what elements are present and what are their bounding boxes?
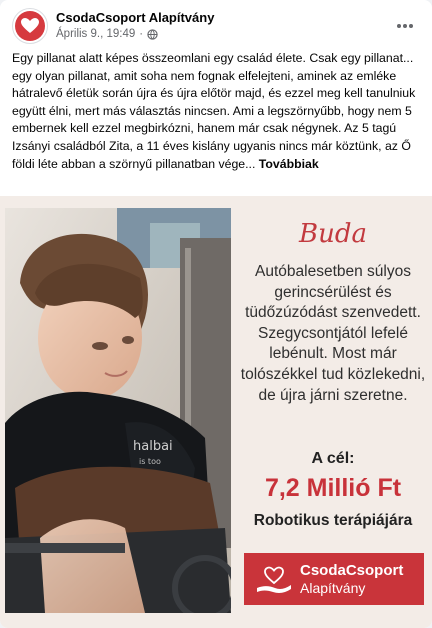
- post-timestamp[interactable]: Április 9., 19:49: [56, 28, 136, 41]
- post-header: [12, 8, 420, 44]
- goal-purpose: Robotikus terápiájára: [253, 512, 413, 529]
- child-name: Buda: [299, 219, 367, 249]
- fundraiser-info: [234, 196, 432, 628]
- post-message: Egy pillanat alatt képes összeomlani egy család élete. Csak egy pillanat... egy olyan pillanat, amit soha nem fognak elfelejteni, aminek az emléke hátralevő életük során újra és újra előtör majd, és ezzel meg kell tanulniuk együtt élni, mert más választás nincsen. Ami a legszörnyűbb, hogy nem 5 embernek kell ezzel megbirkózni, hanem már csak négynek. Az 5 tagú Izsányi családból Zita, a 11 éves kislány ugyanis nincs már köztünk, az Ő földi léte abban a szörnyű pillanatban vége...: [12, 51, 416, 171]
- foundation-banner: [244, 553, 424, 605]
- story-text: Autóbalesetben súlyos gerincsérülést és tüdőzúzódást szenvedett. Szegycsontjától lefelé lebénult. Most már tolószékkel tud közlekedni, de újra járni szeretne.: [240, 263, 426, 404]
- heart-hand-logo-icon: [15, 11, 45, 41]
- see-more-link[interactable]: Továbbiak: [258, 156, 319, 171]
- boy-in-wheelchair-photo: [5, 208, 231, 613]
- shirt-print-text: halbai: [133, 439, 173, 454]
- heart-hand-logo-icon: [254, 561, 294, 597]
- shirt-print-subtext: is too: [139, 457, 161, 466]
- page-avatar[interactable]: [12, 8, 48, 44]
- photo-illustration: [5, 208, 231, 613]
- goal-amount: 7,2 Millió Ft: [264, 474, 402, 502]
- more-horizontal-icon: [396, 23, 414, 29]
- banner-text: [300, 562, 403, 595]
- post-timestamp-row: [56, 27, 214, 41]
- banner-foundation-name: CsodaCsoport: [300, 562, 404, 580]
- globe-icon: [147, 29, 158, 40]
- post-body-text: [12, 50, 422, 173]
- post-meta: [56, 10, 214, 42]
- page-name-link[interactable]: CsodaCsoport Alapítvány: [56, 10, 215, 26]
- banner-foundation-type: Alapítvány: [300, 579, 366, 596]
- goal-label: A cél:: [311, 450, 355, 467]
- post-image[interactable]: [0, 196, 432, 628]
- more-options-button[interactable]: [390, 11, 420, 41]
- meta-separator: ·: [139, 28, 144, 41]
